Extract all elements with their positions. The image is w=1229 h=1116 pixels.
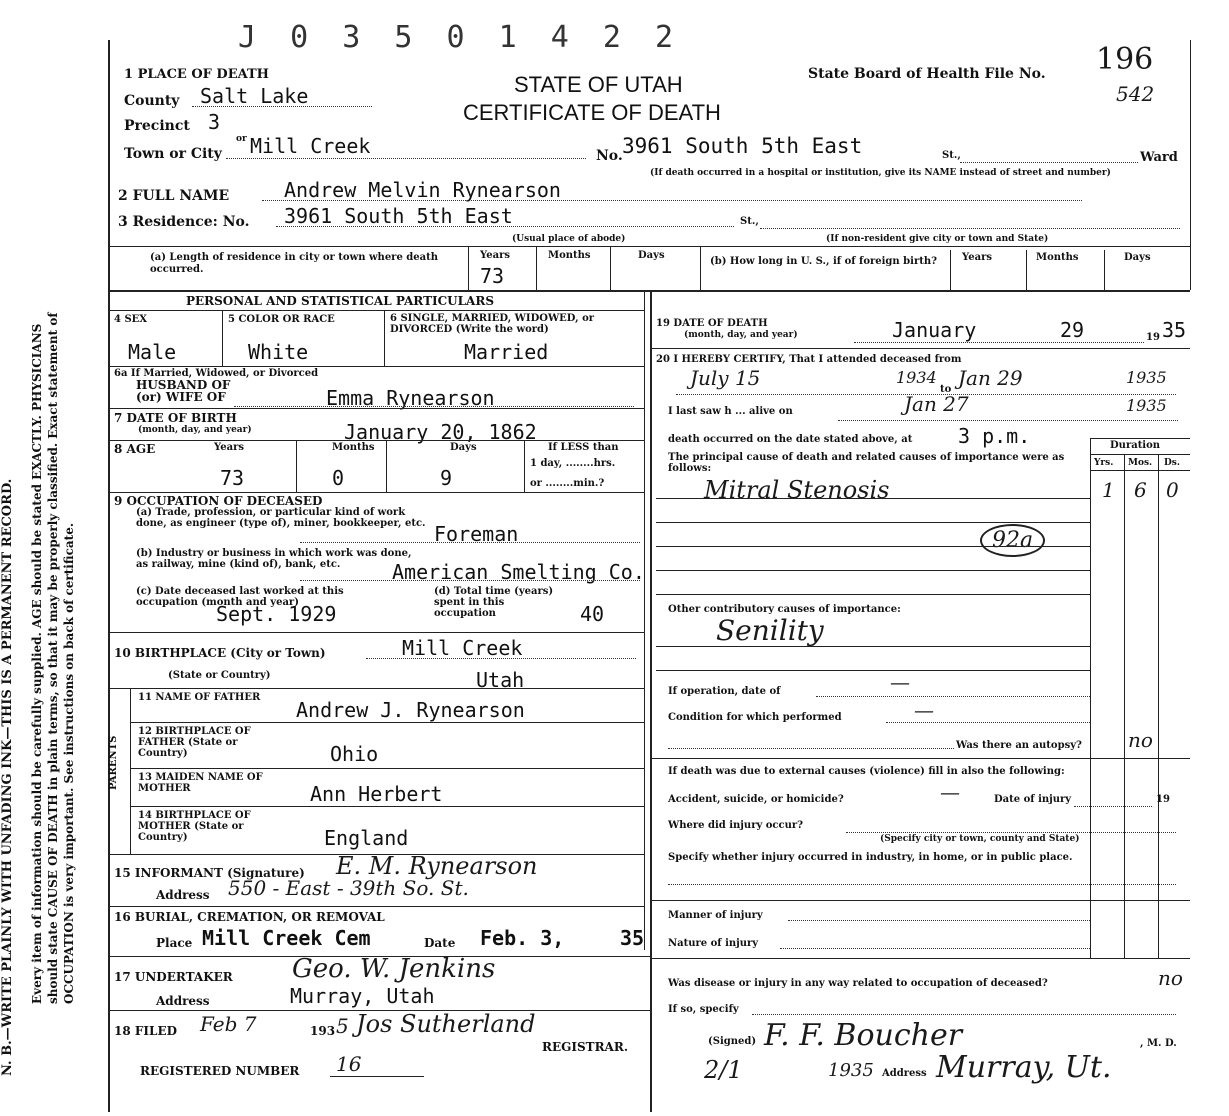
nonresident-note: (If non-resident give city or town and State) [826, 234, 1049, 244]
duration-mos: 6 [1134, 478, 1147, 502]
or-label: or [236, 134, 247, 144]
dob-sub: (month, day, and year) [138, 425, 252, 435]
margin-note-4: OCCUPATION is very important. See instructions on back of certificate. [62, 522, 76, 1004]
death-year: 35 [1162, 318, 1187, 342]
duration-ds: 0 [1166, 478, 1179, 502]
specify-injury-label: Specify whether injury occurred in industry, in home, or in public place. [668, 852, 1073, 863]
age-months-value: 0 [332, 466, 345, 490]
duration-yrs: 1 [1102, 478, 1115, 502]
precinct-label: Precinct [124, 118, 190, 134]
mother-birthplace-label: 14 BIRTHPLACE OF MOTHER (State or Country) [138, 810, 251, 843]
race-label: 5 COLOR OR RACE [228, 314, 335, 325]
dob-label: 7 DATE OF BIRTH [114, 411, 237, 425]
physician-address-label: Address [882, 1068, 927, 1079]
death-time: 3 p.m. [958, 424, 1031, 448]
cause-label: The principal cause of death and related causes of importance were as follows: [668, 452, 1065, 474]
md-label: , M. D. [1140, 1038, 1177, 1049]
operation-label: If operation, date of [668, 686, 781, 697]
accident-value: — [940, 780, 960, 804]
mother-label: 13 MAIDEN NAME OF MOTHER [138, 772, 263, 794]
accident-label: Accident, suicide, or homicide? [668, 794, 844, 805]
burial-year-value: 35 [620, 926, 645, 950]
occupation-label: 9 OCCUPATION OF DECEASED [114, 494, 323, 508]
registered-number-label: REGISTERED NUMBER [140, 1064, 300, 1078]
age-days-header: Days [450, 442, 477, 453]
filed-year-prefix: 193 [310, 1024, 336, 1038]
occupation-related-label: Was disease or injury in any way related to occupation of deceased? [668, 978, 1048, 989]
town-label: Town or City [124, 146, 222, 162]
injury-where-label: Where did injury occur? [668, 820, 804, 831]
attended-from-year: 1934 [896, 368, 937, 387]
residence-value: 3961 South 5th East [284, 204, 513, 228]
contributory-value: Senility [716, 614, 824, 647]
death-year-prefix: 19 [1146, 332, 1160, 343]
occupation-related-value: no [1158, 966, 1183, 990]
us-months-header: Months [1036, 252, 1079, 263]
father-label: 11 NAME OF FATHER [138, 692, 261, 703]
res-months-header: Months [548, 250, 591, 261]
birthplace-state: Utah [476, 668, 525, 692]
condition-value: — [914, 698, 934, 722]
undertaker-address-label: Address [156, 994, 210, 1008]
res-years-header: Years [480, 250, 511, 261]
occurred-label: death occurred on the date stated above, at [668, 434, 913, 445]
precinct-value: 3 [208, 110, 221, 134]
occupation-c-label: (c) Date deceased last worked at this occupation (month and year) [136, 586, 344, 608]
marital-label: 6 SINGLE, MARRIED, WIDOWED, or DIVORCED (Write the word) [390, 313, 595, 335]
duration-yrs-header: Yrs. [1094, 458, 1114, 468]
age-days-value: 9 [440, 466, 453, 490]
death-day: 29 [1060, 318, 1085, 342]
mother-value: Ann Herbert [310, 782, 443, 806]
informant-signature: E. M. Rynearson [336, 852, 538, 880]
occupation-b-value: American Smelting Co. [392, 560, 645, 584]
death-address: 3961 South 5th East [622, 134, 863, 158]
undertaker-signature: Geo. W. Jenkins [292, 954, 496, 984]
length-residence-label: (a) Length of residence in city or town where death occurred. [150, 252, 439, 275]
certify-label: 20 I HEREBY CERTIFY, That I attended deceased from [656, 354, 962, 365]
burial-date-value: Feb. 3, [480, 926, 565, 950]
occupation-a-value: Foreman [434, 522, 519, 546]
autopsy-value: no [1128, 728, 1153, 752]
birthplace-city: Mill Creek [402, 636, 523, 660]
cause-code: 92a [980, 524, 1045, 557]
spouse-value: Emma Rynearson [326, 386, 495, 410]
foreign-birth-label: (b) How long in U. S., if of foreign birth? [710, 256, 937, 267]
last-saw-date: Jan 27 [904, 392, 969, 416]
autopsy-label: Was there an autopsy? [956, 740, 1082, 751]
death-month: January [892, 318, 977, 342]
physician-signature: F. F. Boucher [764, 1018, 963, 1053]
less-min-label: or ........min.? [530, 478, 605, 489]
informant-address-label: Address [156, 888, 210, 902]
us-years-header: Years [962, 252, 993, 263]
spouse-label-3: (or) WIFE OF [136, 390, 226, 404]
father-birthplace-value: Ohio [330, 742, 379, 766]
age-months-header: Months [332, 442, 375, 453]
dob-value: January 20, 1862 [344, 420, 537, 444]
last-saw-year: 1935 [1126, 396, 1167, 415]
attended-to-label: to [940, 384, 952, 395]
age-years-value: 73 [220, 466, 245, 490]
attended-from: July 15 [690, 366, 761, 390]
margin-note-3: should state CAUSE OF DEATH in plain terms, so that it may be properly classified. Exact statement of [46, 312, 60, 1004]
file-number: 196 [1096, 42, 1154, 77]
full-name-label: 2 FULL NAME [118, 188, 230, 204]
last-saw-label: I last saw h ... alive on [668, 406, 793, 417]
attended-to-year: 1935 [1126, 368, 1167, 387]
burial-label: 16 BURIAL, CREMATION, OR REMOVAL [114, 910, 385, 924]
injury-date-label: Date of injury [994, 794, 1072, 805]
abode-note: (Usual place of abode) [512, 234, 626, 244]
personal-heading: PERSONAL AND STATISTICAL PARTICULARS [186, 294, 495, 308]
if-so-label: If so, specify [668, 1004, 739, 1015]
less-than-label: If LESS than [548, 442, 619, 453]
margin-note-2: Every item of information should be carefully supplied. AGE should be stated EXACTLY. PHYSICIANS [30, 323, 44, 1004]
attended-to: Jan 29 [958, 366, 1023, 390]
occupation-a-label: (a) Trade, profession, or particular kind of work done, as engineer (type of), miner, bookkeeper, etc. [136, 507, 426, 529]
county-label: County [124, 93, 180, 109]
filed-label: 18 FILED [114, 1024, 177, 1038]
st-label: St., [942, 150, 961, 161]
physician-address: Murray, Ut. [936, 1050, 1112, 1085]
margin-note-1: N. B.—WRITE PLAINLY WITH UNFADING INK—THIS IS A PERMANENT RECORD. [0, 478, 15, 1076]
hospital-note: (If death occurred in a hospital or institution, give its NAME instead of street and number) [650, 168, 1111, 178]
town-value: Mill Creek [250, 134, 371, 158]
condition-label: Condition for which performed [668, 712, 842, 723]
sign-year: 1935 [828, 1060, 874, 1081]
father-value: Andrew J. Rynearson [296, 698, 525, 722]
us-days-header: Days [1124, 252, 1151, 263]
county-value: Salt Lake [200, 84, 309, 108]
birthplace-label: 10 BIRTHPLACE (City or Town) [114, 646, 326, 660]
burial-date-label: Date [424, 936, 456, 950]
registrar-signature: Jos Sutherland [356, 1010, 536, 1038]
birthplace-state-label: (State or Country) [168, 670, 271, 681]
injury-year-prefix: 19 [1156, 794, 1170, 805]
certificate-title: CERTIFICATE OF DEATH [463, 100, 721, 125]
parents-side-label: PARENTS [108, 735, 119, 790]
res-years-value: 73 [480, 264, 505, 288]
filed-year: 5 [336, 1014, 349, 1038]
undertaker-address: Murray, Utah [290, 984, 435, 1008]
occupation-d-value: 40 [580, 602, 605, 626]
duration-ds-header: Ds. [1164, 458, 1181, 468]
file-number-2: 542 [1116, 82, 1155, 106]
informant-address: 550 - East - 39th So. St. [228, 876, 469, 900]
burial-place-label: Place [156, 936, 193, 950]
manner-label: Manner of injury [668, 910, 763, 921]
board-file-label: State Board of Health File No. [808, 66, 1046, 82]
duration-mos-header: Mos. [1128, 458, 1153, 468]
external-causes-label: If death was due to external causes (violence) fill in also the following: [668, 766, 1065, 777]
spouse-label-1: 6a If Married, Widowed, or Divorced [114, 368, 319, 379]
sex-label: 4 SEX [114, 314, 148, 325]
age-label: 8 AGE [114, 442, 156, 456]
state-title: STATE OF UTAH [514, 72, 683, 97]
operation-value: — [890, 670, 910, 694]
full-name-value: Andrew Melvin Rynearson [284, 178, 561, 202]
nature-label: Nature of injury [668, 938, 759, 949]
less-day-label: 1 day, ........hrs. [530, 458, 616, 469]
race-value: White [248, 340, 309, 364]
cause-value: Mitral Stenosis [704, 476, 890, 504]
residence-st-label: St., [740, 216, 759, 227]
signed-label: (Signed) [708, 1036, 757, 1047]
registrar-label: REGISTRAR. [542, 1040, 629, 1054]
occupation-b-label: (b) Industry or business in which work was done, as railway, mine (kind of), bank, etc. [136, 548, 412, 570]
age-years-header: Years [214, 442, 245, 453]
father-birthplace-label: 12 BIRTHPLACE OF FATHER (State or Country) [138, 726, 251, 759]
marital-value: Married [464, 340, 549, 364]
death-date-label: 19 DATE OF DEATH [656, 318, 768, 329]
ward-label: Ward [1140, 150, 1178, 165]
mother-birthplace-value: England [324, 826, 409, 850]
sex-value: Male [128, 340, 177, 364]
spouse-label-2: HUSBAND OF [136, 378, 231, 392]
injury-where-note: (Specify city or town, county and State) [880, 834, 1080, 844]
undertaker-label: 17 UNDERTAKER [114, 970, 233, 984]
contributory-label: Other contributory causes of importance: [668, 604, 901, 615]
sign-date: 2/1 [704, 1056, 743, 1084]
residence-label: 3 Residence: No. [118, 214, 250, 230]
street-no-label: No. [596, 148, 623, 164]
occupation-d-label: (d) Total time (years) spent in this occupation [434, 586, 554, 619]
occupation-c-value: Sept. 1929 [216, 602, 337, 626]
burial-place-value: Mill Creek Cem [202, 926, 371, 950]
place-section-label: 1 PLACE OF DEATH [124, 67, 269, 82]
registered-number: 16 [336, 1052, 362, 1076]
death-date-sub: (month, day, and year) [684, 330, 798, 340]
informant-label: 15 INFORMANT (Signature) [114, 866, 305, 880]
filed-date: Feb 7 [200, 1012, 257, 1036]
duration-header: Duration [1110, 440, 1161, 451]
serial-number: J 0 3 5 0 1 4 2 2 [238, 20, 682, 55]
res-days-header: Days [638, 250, 665, 261]
